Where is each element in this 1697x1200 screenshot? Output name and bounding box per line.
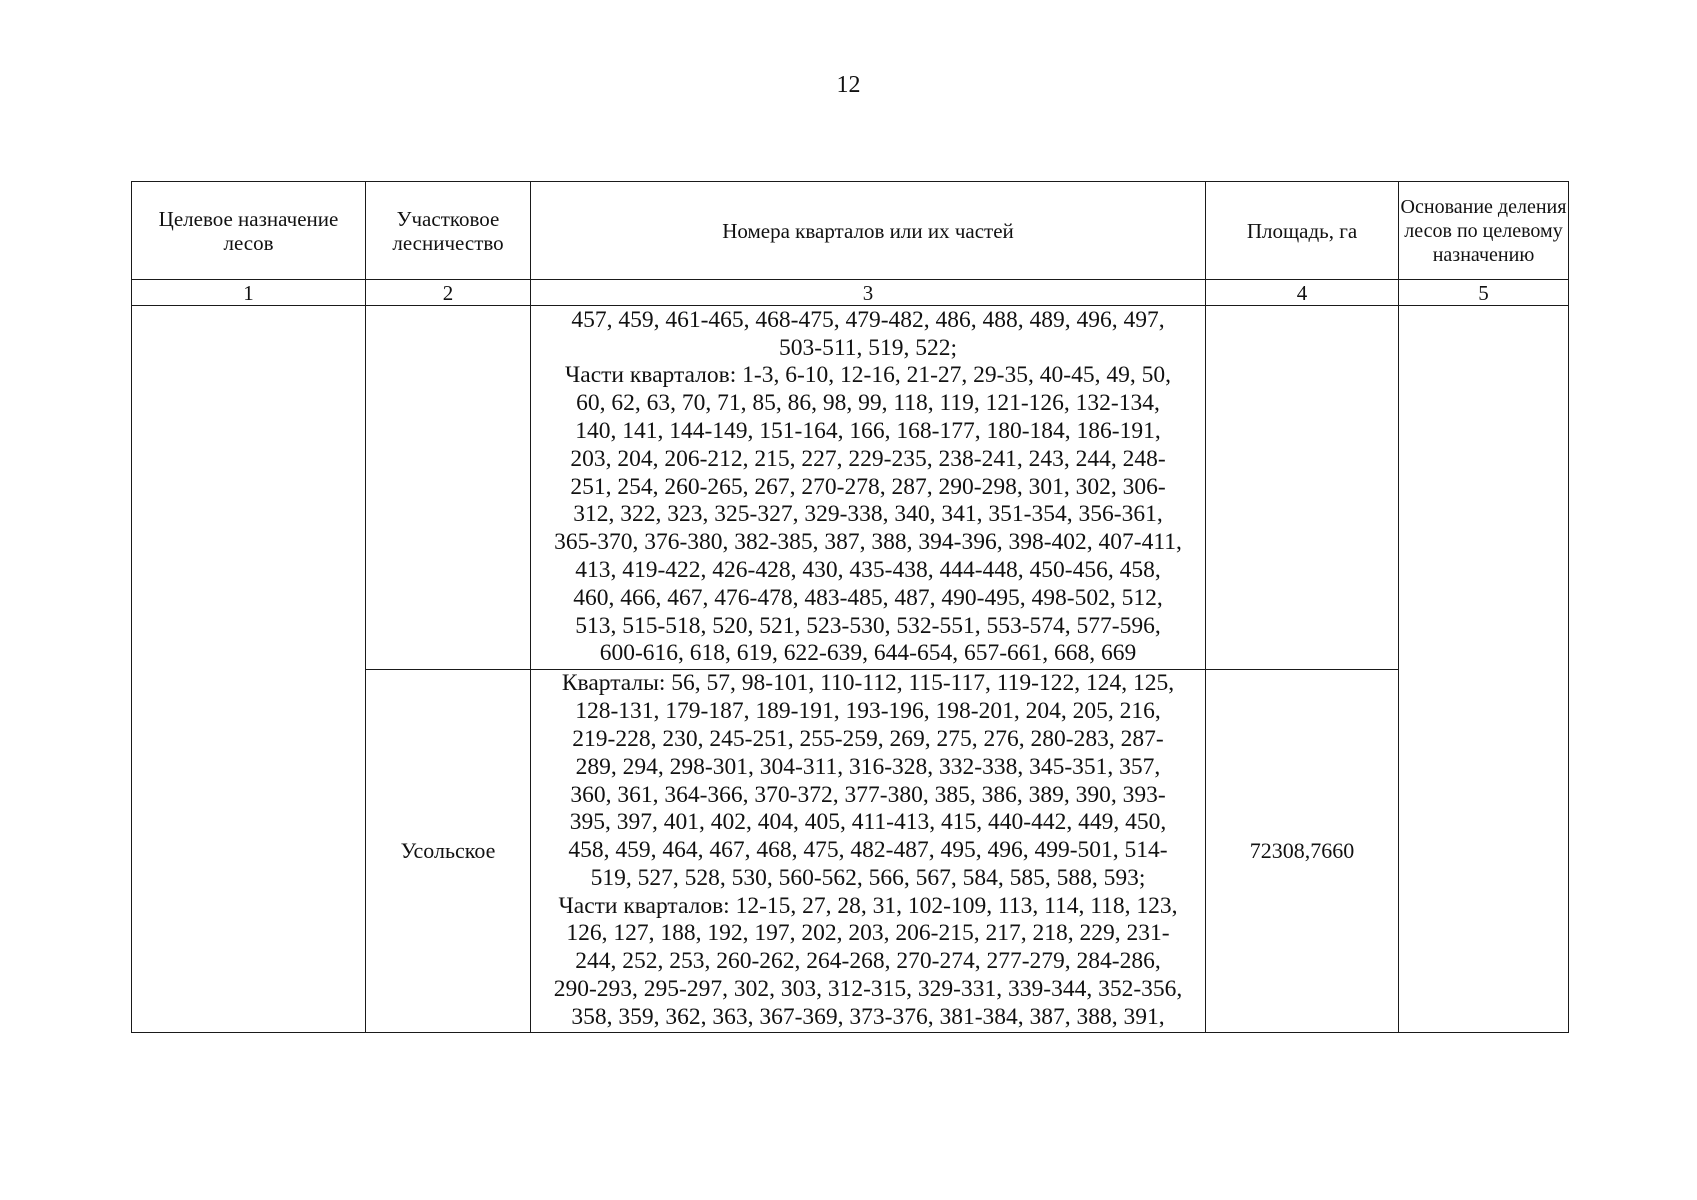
column-number: 5 bbox=[1399, 280, 1569, 306]
header-area: Площадь, га bbox=[1206, 182, 1399, 280]
area-cell: 72308,7660 bbox=[1206, 670, 1399, 1033]
page-number: 12 bbox=[836, 72, 861, 98]
district-cell bbox=[366, 306, 531, 670]
header-basis: Основание деления лесов по целевому назначению bbox=[1399, 182, 1569, 280]
header-quarters: Номера кварталов или их частей bbox=[531, 182, 1206, 280]
area-cell bbox=[1206, 306, 1399, 670]
forest-division-table bbox=[131, 181, 1569, 1033]
purpose-cell bbox=[132, 306, 366, 1033]
basis-cell bbox=[1399, 306, 1569, 1033]
quarters-cell: Кварталы: 56, 57, 98-101, 110-112, 115-117, 119-122, 124, 125, 128-131, 179-187, 189-191, 193-196, 198-201, 204, 205, 216, 219-228, 230, 245-251, 255-259, 269, 275, 276, 280-283, 287- 289, 294, 298-301, 304-311, 316-328, 332-338, 345-351, 357, 360, 361, 364-366, 370-372, 377-380, 385, 386, 389, 390, 393- 395, 397, 401, 402, 404, 405, 411-413, 415, 440-442, 449, 450, 458, 459, 464, 467, 468, 475, 482-487, 495, 496, 499-501, 514- 519, 527, 528, 530, 560-562, 566, 567, 584, 585, 588, 593; Части кварталов: 12-15, 27, 28, 31, 102-109, 113, 114, 118, 123, 126, 127, 188, 192, 197, 202, 203, 206-215, 217, 218, 229, 231- 244, 252, 253, 260-262, 264-268, 270-274, 277-279, 284-286, 290-293, 295-297, 302, 303, 312-315, 329-331, 339-344, 352-356, 358, 359, 362, 363, 367-369, 373-376, 381-384, 387, 388, 391, bbox=[531, 670, 1206, 1033]
column-number: 1 bbox=[132, 280, 366, 306]
header-district: Участковое лесничество bbox=[366, 182, 531, 280]
header-purpose: Целевое назначение лесов bbox=[132, 182, 366, 280]
quarters-cell: 457, 459, 461-465, 468-475, 479-482, 486, 488, 489, 496, 497, 503-511, 519, 522; Части кварталов: 1-3, 6-10, 12-16, 21-27, 29-35, 40-45, 49, 50, 60, 62, 63, 70, 71, 85, 86, 98, 99, 118, 119, 121-126, 132-134, 140, 141, 144-149, 151-164, 166, 168-177, 180-184, 186-191, 203, 204, 206-212, 215, 227, 229-235, 238-241, 243, 244, 248- 251, 254, 260-265, 267, 270-278, 287, 290-298, 301, 302, 306- 312, 322, 323, 325-327, 329-338, 340, 341, 351-354, 356-361, 365-370, 376-380, 382-385, 387, 388, 394-396, 398-402, 407-411, 413, 419-422, 426-428, 430, 435-438, 444-448, 450-456, 458, 460, 466, 467, 476-478, 483-485, 487, 490-495, 498-502, 512, 513, 515-518, 520, 521, 523-530, 532-551, 553-574, 577-596, 600-616, 618, 619, 622-639, 644-654, 657-661, 668, 669 bbox=[531, 306, 1206, 670]
column-number: 2 bbox=[366, 280, 531, 306]
table-row bbox=[132, 306, 1569, 670]
column-number: 4 bbox=[1206, 280, 1399, 306]
column-number-row bbox=[132, 280, 1569, 306]
header-row bbox=[132, 182, 1569, 280]
column-number: 3 bbox=[531, 280, 1206, 306]
district-cell: Усольское bbox=[366, 670, 531, 1033]
